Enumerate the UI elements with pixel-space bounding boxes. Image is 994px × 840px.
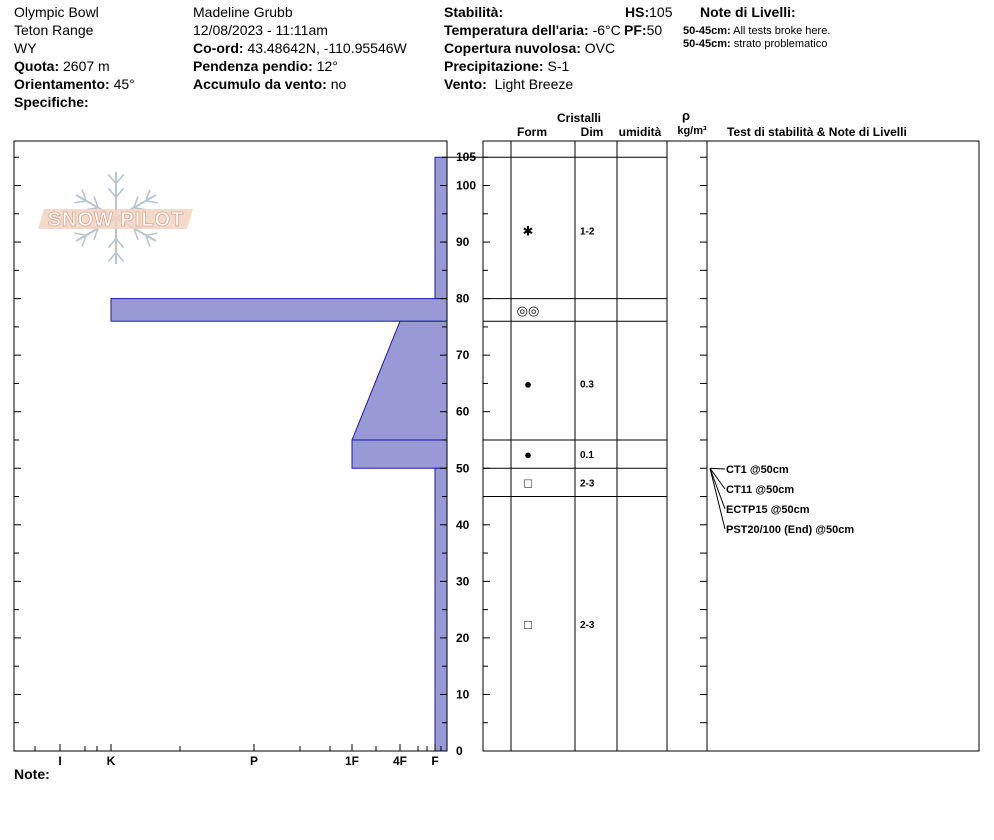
snowflake-logo [38, 172, 193, 264]
snowflake-branch [116, 239, 124, 248]
hs-value: 105 [649, 4, 673, 20]
grain-size: 2-3 [580, 478, 595, 490]
layer-note-2-text: strato problematico [733, 38, 828, 50]
depth-tick-label: 100 [456, 178, 477, 193]
hardness-label: P [249, 754, 259, 768]
pf-label: PF: [624, 22, 647, 38]
wind-value: Light Breeze [494, 76, 574, 92]
depth-tick-label: 50 [456, 461, 470, 476]
test-pointer [710, 468, 725, 509]
layer-table-frame [483, 141, 979, 751]
aspect-label: Orientamento: [14, 76, 110, 92]
cloud-value: OVC [584, 40, 616, 56]
wind-label: Vento: [444, 76, 487, 92]
layer-notes-title: Note di Livelli: [700, 4, 796, 20]
hardness-segment [435, 157, 447, 298]
moisture-header: umidità [618, 125, 662, 139]
hardness-profile [111, 157, 447, 751]
grain-form-icon: ✱ [522, 223, 534, 239]
tests-header: Test di stabilità & Note di Livelli [727, 125, 907, 139]
air-temp-value: -6°C [592, 22, 621, 38]
depth-tick-label: 60 [456, 404, 470, 419]
grain-size: 0.3 [580, 379, 594, 391]
elevation-value: 2607 m [63, 58, 110, 74]
elevation-label: Quota: [14, 58, 60, 74]
snowflake-branch [116, 253, 124, 262]
hardness-label: 4F [392, 754, 408, 768]
specifics-label: Specifiche: [14, 94, 89, 110]
layer-note-1-text: All tests broke here. [733, 25, 831, 37]
snowflake-branch [108, 239, 116, 248]
snowflake-branch [74, 233, 86, 235]
hardness-label: F [431, 754, 439, 768]
hardness-segment [352, 321, 447, 440]
grain-form-icon: □ [524, 475, 532, 491]
snowflake-branch [108, 174, 116, 183]
coord-value: 43.48642N, -110.95546W [247, 40, 407, 56]
state: WY [14, 40, 37, 56]
pf-value: 50 [646, 22, 663, 38]
hardness-axis [35, 744, 441, 768]
hs-label: HS: [625, 4, 650, 20]
layer-table [517, 224, 595, 632]
snowflake-branch [116, 188, 124, 197]
stability-test: CT11 @50cm [726, 484, 795, 496]
air-temp-label: Temperatura dell'aria: [444, 22, 589, 38]
test-pointer [710, 468, 725, 469]
depth-tick-label: 70 [456, 348, 470, 363]
depth-tick-label: 10 [456, 687, 470, 702]
wind-load-label: Accumulo da vento: [193, 76, 327, 92]
hardness-segment [111, 299, 447, 322]
wind-load-value: no [330, 76, 347, 92]
stability-label: Stabilità: [444, 4, 504, 20]
coord-label: Co-ord: [193, 40, 244, 56]
stability-tests [710, 464, 854, 536]
hardness-label: I [58, 754, 62, 768]
depth-tick-label: 105 [456, 150, 477, 165]
snowflake-branch [108, 253, 116, 262]
density-header: kg/m³ [677, 125, 707, 137]
snowflake-branch [146, 233, 158, 235]
slope-value: 12° [316, 58, 338, 74]
stability-test: ECTP15 @50cm [726, 504, 810, 516]
stability-test: PST20/100 (End) @50cm [726, 524, 855, 536]
depth-tick-label: 30 [456, 574, 470, 589]
snowflake-branch [74, 201, 86, 203]
snowflake-branch [108, 188, 116, 197]
note-label: Note: [14, 766, 50, 782]
rho-header: ρ [681, 108, 691, 123]
column-headers [517, 108, 907, 139]
chart-frames [14, 141, 979, 751]
depth-tick-label: 40 [456, 517, 470, 532]
hardness-label: K [106, 754, 116, 768]
datetime: 12/08/2023 - 11:11am [193, 22, 328, 38]
depth-tick-label: 0 [456, 744, 463, 758]
precip-label: Precipitazione: [444, 58, 544, 74]
depth-tick-label: 80 [456, 291, 470, 306]
hardness-segment [352, 440, 447, 468]
observer: Madeline Grubb [193, 4, 293, 20]
grain-size: 1-2 [580, 226, 595, 238]
hardness-label: 1F [344, 754, 360, 768]
location: Olympic Bowl [14, 4, 99, 20]
precip-value: S-1 [547, 58, 570, 74]
layer-note-1-depth: 50-45cm: [683, 25, 731, 37]
snowflake-branch [146, 201, 158, 203]
stability-test: CT1 @50cm [726, 464, 789, 476]
test-pointer [710, 468, 725, 529]
slope-label: Pendenza pendio: [193, 58, 313, 74]
cloud-label: Copertura nuvolosa: [444, 40, 581, 56]
logo-text: SNOW PILOT [47, 209, 185, 231]
grain-form-icon: □ [524, 616, 532, 632]
grain-size: 0.1 [580, 450, 594, 462]
size-header: Dim [580, 125, 604, 139]
grain-size: 2-3 [580, 619, 595, 631]
grain-form-icon: ◎◎ [516, 302, 540, 318]
depth-tick-label: 90 [456, 235, 470, 250]
range: Teton Range [14, 22, 94, 38]
grain-form-icon: ● [524, 447, 532, 463]
crystals-header: Cristalli [556, 111, 602, 125]
aspect-value: 45° [113, 76, 135, 92]
layer-note-2-depth: 50-45cm: [683, 38, 731, 50]
form-header: Form [517, 125, 547, 139]
snowflake-branch [116, 174, 124, 183]
depth-tick-label: 20 [456, 630, 470, 645]
grain-form-icon: ● [524, 376, 532, 392]
